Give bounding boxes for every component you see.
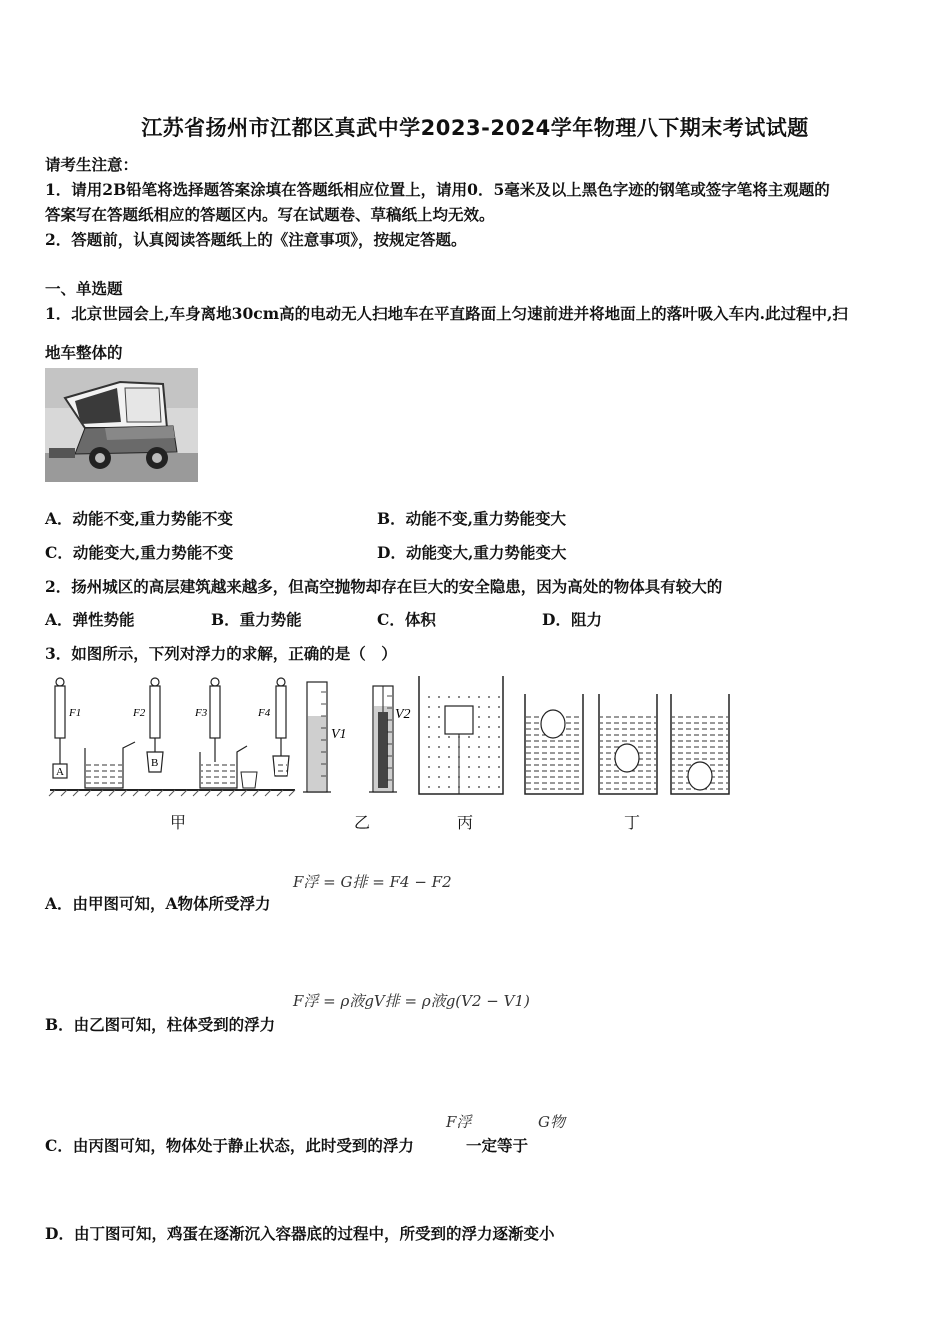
q3-option-d: D．由丁图可知，鸡蛋在逐渐沉入容器底的过程中，所受到的浮力逐渐变小 xyxy=(45,1224,555,1243)
q3-option-b: B．由乙图可知，柱体受到的浮力 xyxy=(45,1015,276,1034)
q2-stem: 2．扬州城区的高层建筑越来越多，但高空抛物却存在巨大的安全隐患，因为高处的物体具有较大的 xyxy=(45,577,723,596)
q2-option-a: A．弹性势能 xyxy=(45,610,135,629)
notice-line-1b: 答案写在答题纸相应的答题区内。写在试题卷、草稿纸上均无效。 xyxy=(45,205,495,224)
q1-option-b: B．动能不变,重力势能变大 xyxy=(377,509,566,528)
sweeper-vehicle-image xyxy=(45,368,198,482)
q3-option-c-pre: C．由丙图可知，物体处于静止状态，此时受到的浮力 xyxy=(45,1136,414,1155)
q1-option-c: C．动能变大,重力势能不变 xyxy=(45,543,234,562)
q3-stem: 3．如图所示，下列对浮力的求解，正确的是（ ） xyxy=(45,644,397,663)
q3-a-formula: F浮 = G排 = F4 − F2 xyxy=(293,873,452,891)
notice-line-1a: 1．请用2B铅笔将选择题答案涂填在答题纸相应位置上，请用0．5毫米及以上黑色字迹的钢笔或签字笔将主观题的 xyxy=(45,180,830,199)
section-heading: 一、单选题 xyxy=(45,279,123,298)
label-v1: V1 xyxy=(331,727,347,742)
label-f4: F4 xyxy=(258,707,271,719)
q3-option-a: A．由甲图可知，A物体所受浮力 xyxy=(45,894,271,913)
notice-heading: 请考生注意： xyxy=(45,155,139,174)
q2-option-c: C．体积 xyxy=(377,610,436,629)
label-b-bucket: B xyxy=(151,757,159,769)
page-title: 江苏省扬州市江都区真武中学2023-2024学年物理八下期末考试试题 xyxy=(141,116,809,140)
q3-c-formula-2: G物 xyxy=(538,1113,565,1131)
q2-option-d: D．阻力 xyxy=(542,610,602,629)
caption-jia: 甲 xyxy=(170,813,187,832)
notice-line-2: 2．答题前，认真阅读答题纸上的《注意事项》，按规定答题。 xyxy=(45,230,467,249)
q3-option-c-mid: 一定等于 xyxy=(466,1136,529,1155)
q1-stem-b: 地车整体的 xyxy=(45,343,123,362)
q1-option-d: D．动能变大,重力势能变大 xyxy=(377,543,567,562)
label-f3: F3 xyxy=(195,707,208,719)
caption-yi: 乙 xyxy=(354,813,371,832)
q1-option-a: A．动能不变,重力势能不变 xyxy=(45,509,233,528)
q1-stem-a: 1．北京世园会上,车身离地30cm高的电动无人扫地车在平直路面上匀速前进并将地面上的落叶吸入车内.此过程中,扫 xyxy=(45,304,848,323)
q3-b-formula: F浮 = ρ液gV排 = ρ液g(V2 − V1) xyxy=(293,992,530,1010)
label-v2: V2 xyxy=(395,707,411,722)
label-a-block: A xyxy=(56,766,64,778)
q2-option-b: B．重力势能 xyxy=(211,610,302,629)
label-f1: F1 xyxy=(69,707,82,719)
q3-c-formula-1: F浮 xyxy=(446,1113,472,1131)
label-f2: F2 xyxy=(133,707,146,719)
caption-ding: 丁 xyxy=(624,813,641,832)
caption-bing: 丙 xyxy=(457,813,474,832)
